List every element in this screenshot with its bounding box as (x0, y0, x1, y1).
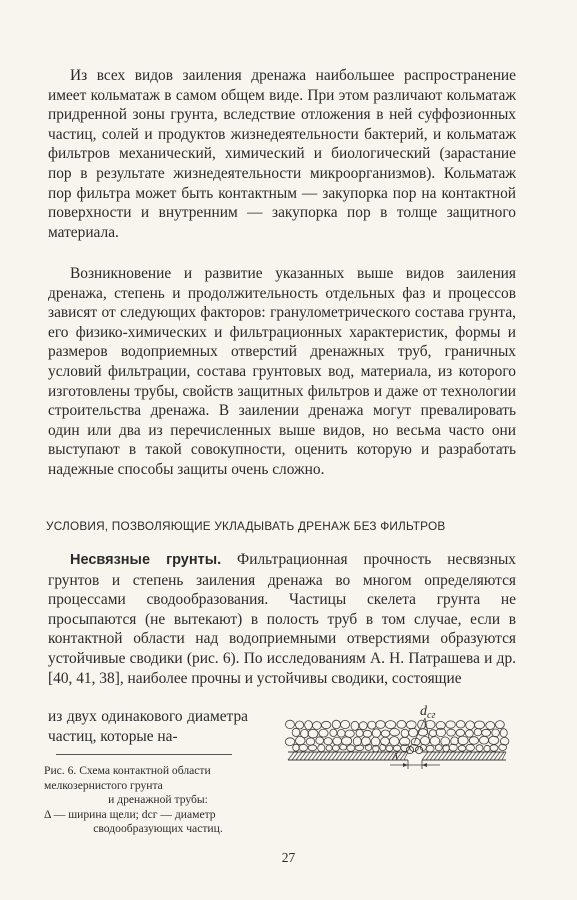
soil-particles (285, 720, 509, 754)
soil-particle (482, 729, 491, 736)
soil-particle (389, 737, 399, 746)
figure-caption (44, 764, 272, 837)
paragraph-3-continuation: из двух одинакового диаметра частиц, которые на- (48, 708, 248, 745)
soil-particle (381, 730, 390, 737)
paragraph-1: Из всех видов заиления дренажа наибольшее распространение имеет кольматаж в самом общем виде. При этом различают кольматаж придренной зоны грунта, вследствие отложения в ней суффозионных частиц, солей и продуктов жизнедеятельности бактерий, и кольматаж фильтров механический, химический и биологический (зарастание пор в результате жизнедеятельности микроорганизмов). Кольматаж пор фильтра может быть контактным — закупорка пор на контактной поверхности и внутренним — закупорка пор в толще защитного материала. (48, 67, 516, 241)
soil-particle (435, 745, 442, 751)
pipe-wall-left (288, 752, 408, 760)
soil-particle (426, 745, 434, 752)
soil-particle (486, 722, 495, 730)
soil-particle (342, 737, 352, 745)
soil-particle (351, 721, 359, 730)
svg-text:dcг (420, 704, 435, 721)
soil-particle (397, 721, 406, 729)
page-number: 27 (281, 850, 296, 865)
soil-particle (332, 720, 340, 729)
soil-particle (333, 745, 340, 751)
particle-label-main: d (420, 704, 427, 719)
caption-line-1: Рис. 6. Схема контактной области мелкозернистого грунта (44, 764, 211, 792)
soil-particle (409, 728, 418, 737)
soil-particle (393, 745, 400, 751)
soil-particle (458, 736, 468, 745)
soil-particle (466, 730, 474, 737)
paragraph-3-text: Фильтрационная прочность несвязных грунтов и степень заиления дренажа во многом определяются процессами сводообразования. Частицы скелета грунта не просыпаются (не вытекают) в полость труб в том случае, если в контактной области над водоприемными отверстиями образуются устойчивые сводики (рис. 6). По исследованиям А. Н. Патрашева и др. [40, 41, 38], наиболее прочны и устойчивы сводики, состоящие (48, 551, 516, 687)
soil-particle (319, 729, 328, 737)
soil-particle (456, 721, 465, 728)
soil-particle (474, 729, 482, 736)
soil-particle (386, 745, 393, 751)
soil-particle (476, 745, 483, 752)
soil-particle (355, 745, 364, 751)
pipe-wall-right (422, 752, 506, 760)
soil-particle (296, 721, 304, 729)
soil-particle (306, 738, 315, 745)
soil-particle (500, 729, 507, 737)
soil-particle (430, 737, 440, 746)
soil-particle (308, 745, 316, 751)
soil-particle (313, 722, 322, 730)
soil-particle (466, 721, 475, 730)
soil-particle (446, 721, 455, 728)
soil-particle (390, 729, 400, 736)
soil-particle (299, 744, 308, 751)
soil-particle (406, 721, 416, 729)
soil-particle (296, 736, 306, 744)
soil-particle (337, 730, 345, 738)
soil-particle (496, 721, 505, 729)
caption-line-4: сводообразующих частиц. (93, 822, 223, 836)
soil-particle (347, 745, 355, 752)
soil-particle (353, 737, 361, 746)
soil-particle (466, 744, 475, 751)
soil-particle (345, 730, 354, 737)
soil-particle (480, 736, 489, 744)
soil-particle (368, 721, 376, 729)
soil-particle (380, 744, 386, 751)
soil-particle (326, 745, 332, 751)
caption-rule (56, 754, 232, 755)
soil-particle (456, 729, 465, 736)
soil-particle (286, 720, 295, 728)
soil-particle (305, 721, 313, 730)
soil-particle (359, 722, 367, 730)
soil-particle (421, 737, 430, 746)
soil-particle (469, 737, 478, 745)
soil-particle (401, 729, 409, 737)
soil-particle (458, 745, 466, 751)
soil-particle (484, 745, 490, 751)
figure-6-diagram (280, 703, 515, 773)
soil-particle (376, 721, 385, 729)
run-in-heading: Несвязные грунты. (70, 552, 222, 568)
soil-particle (293, 744, 300, 751)
caption-line-3: Δ — ширина щели; dсг — диаметр (44, 807, 216, 821)
soil-particle (292, 728, 300, 736)
soil-particle (449, 744, 457, 751)
soil-particle (341, 720, 350, 728)
soil-particle (330, 729, 337, 736)
soil-particle (318, 744, 325, 751)
soil-particle (372, 729, 380, 738)
soil-particle (418, 720, 426, 729)
section-heading: УСЛОВИЯ, ПОЗВОЛЯЮЩИЕ УКЛАДЫВАТЬ ДРЕНАЖ БЕЗ ФИЛЬТРОВ (46, 519, 446, 533)
gap-width-label: Δ (392, 752, 398, 763)
soil-particle (363, 730, 371, 737)
paragraph-2: Возникновение и развитие указанных выше видов заиления дренажа, степень и продолжительность отдельных фаз и процессов зависят от следующих факторов: гранулометрического состава грунта, его физико-химических и фильтрационных характеристик, формы и размеров водоприемных отверстий дренажных труб, граничных условий фильтрации, состава грунтовых вод, материала, из которого изготовлены трубы, свойств защитных фильтров и даже от технологии строительства дренажа. В заилении дренажа могут превалировать один или два из перечисленных выше видов, но весьма часто они выступают в такой совокупности, оценить которую и разработать надежные способы защиты очень сложно. (48, 265, 516, 478)
soil-particle (490, 745, 498, 752)
soil-particle (401, 744, 409, 751)
caption-line-2: и дренажной трубы: (108, 793, 208, 807)
soil-particle (333, 737, 342, 745)
soil-particle (322, 721, 331, 728)
soil-particle (451, 737, 459, 745)
soil-particle (429, 730, 436, 737)
soil-particle (308, 729, 318, 738)
soil-particle (324, 738, 332, 745)
paragraph-3 (48, 550, 516, 688)
soil-particle (492, 729, 500, 737)
soil-particle (340, 745, 347, 751)
soil-particle (447, 729, 456, 736)
soil-particle (316, 737, 324, 744)
soil-particle (356, 729, 363, 737)
particle-label-sub: cг (427, 710, 436, 721)
soil-particle (285, 738, 295, 746)
soil-particle (474, 721, 484, 729)
soil-particle (385, 721, 395, 729)
soil-particle (489, 736, 499, 744)
